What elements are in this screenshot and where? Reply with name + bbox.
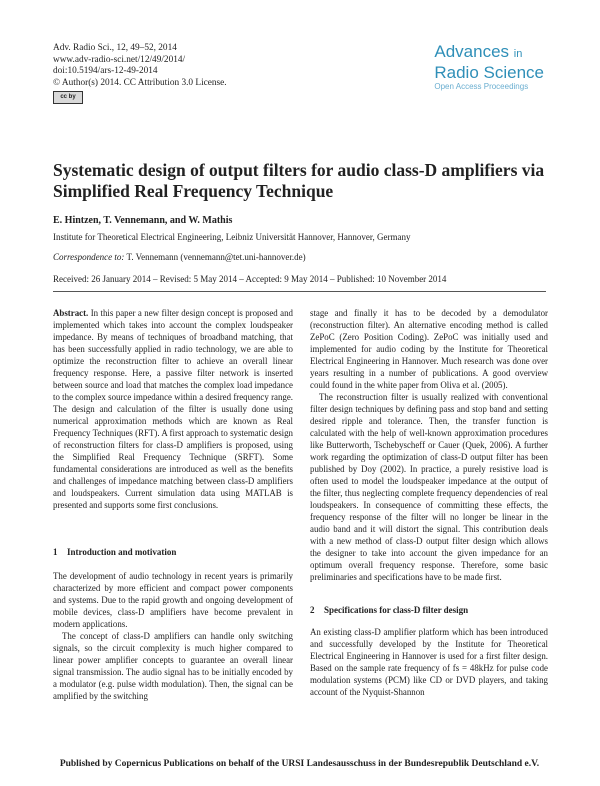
correspondence: [53, 252, 306, 262]
abstract: [53, 307, 293, 511]
section-2-title: Specifications for class-D filter design: [324, 605, 469, 615]
article-url[interactable]: www.adv-radio-sci.net/12/49/2014/: [53, 54, 186, 65]
doi[interactable]: doi:10.5194/ars-12-49-2014: [53, 66, 158, 77]
header-divider: [53, 291, 546, 292]
journal-name-1: Advances: [434, 42, 510, 61]
right-paragraph-2: The reconstruction filter is usually realized with conventional filter design techniques by defining pass and stop band and setting desired ripple and tolerance. Then, the transfer function is calculated with the help of well-known approximation procedures like Butterworth, Tschebyscheff or Cauer (Quek, 2006). A further work regarding the optimization of class-D output filter has been published by Doy (2002). In practice, a purely resistive load is often used to model the loudspeaker impedance at the output of the filter, thus neglecting complete frequency dependencies of real loudspeakers. In consequence of committing these effects, the frequency response of the filter will no longer be linear in the audio band and it will distort the signal. This contribution deals with a new method of class-D output filter design which allows the designer to take into account the given impedance for an optimum overall frequency response. Therefore, some basic preliminaries and specifications have to be made first.: [310, 392, 548, 582]
correspondence-label: Correspondence to:: [53, 252, 125, 262]
citation-block: [53, 43, 227, 104]
abstract-label: Abstract.: [53, 308, 89, 318]
section-1-heading: [53, 546, 293, 558]
section-1-title: Introduction and motivation: [67, 547, 177, 557]
left-column: [53, 307, 293, 702]
citation: Adv. Radio Sci., 12, 49–52, 2014: [53, 43, 177, 53]
section-2-heading: [310, 604, 548, 616]
section-2-number: 2: [310, 605, 315, 615]
journal-logo: [434, 43, 544, 92]
publication-dates: Received: 26 January 2014 – Revised: 5 May 2014 – Accepted: 9 May 2014 – Published: 10 November 2014: [53, 274, 447, 284]
affiliation: Institute for Theoretical Electrical Engineering, Leibniz Universität Hannover, Hannover, Germany: [53, 232, 411, 242]
correspondence-value[interactable]: T. Vennemann (vennemann@tet.uni-hannover.de): [126, 252, 306, 262]
journal-name-2: Radio Science: [434, 63, 544, 82]
intro-paragraph-1: The development of audio technology in recent years is primarily characterized by more efficient and compact power components and systems. Due to the rapid growth and ongoing development of mobile devices, class-D amplifiers have become prevalent in modern applications.: [53, 571, 293, 629]
right-column: [310, 307, 548, 698]
intro-paragraph-2: The concept of class-D amplifiers can handle only switching signals, so the circuit complexity is much higher compared to linear power amplifier concepts to guarantee an overall linear signal transmission. The audio signal has to be initially encoded by a modulator (e.g. pulse width modulation). Then, the signal can be amplified by the switching: [53, 631, 293, 701]
paper-title: Systematic design of output filters for audio class-D amplifiers via Simplified Real Frequency Technique: [53, 160, 545, 201]
section-1-number: 1: [53, 547, 58, 557]
publisher-footer: Published by Copernicus Publications on behalf of the URSI Landesausschuss in der Bundesrepublik Deutschland e.V.: [59, 759, 540, 769]
copyright: © Author(s) 2014. CC Attribution 3.0 License.: [53, 77, 227, 88]
journal-name-in: in: [513, 48, 523, 60]
cc-license-badge[interactable]: cc by: [53, 91, 83, 104]
journal-subtitle: Open Access Proceedings: [434, 82, 529, 91]
right-paragraph-1: stage and finally it has to be decoded by a demodulator (reconstruction filter). An alternative encoding method is called ZePoC (Zero Position Coding). ZePoC was initially used and implemented for audio coding by the Institute for Theoretical Electrical Engineering in Hannover. Much research was done over years resulting in a number of publications. A good overview could found in the white paper from Oliva et al. (2005).: [310, 308, 548, 390]
right-paragraph-3: An existing class-D amplifier platform which has been introduced and successfully developed by the Institute for Theoretical Electrical Engineering in Hannover is used for a first filter design. Based on the sample rate frequency of fs = 48kHz for pulse code modulation systems (PCM) like CD or DVD players, and taking account of the Nyquist-Shannon: [310, 627, 548, 697]
abstract-text: In this paper a new filter design concept is proposed and implemented which takes into account the complex loudspeaker impedance. By means of techniques of broadband matching, that has been successfully applied in radio technology, we are able to optimize the reconstruction filter to achieve an overall linear frequency response. Here, a passive filter network is inserted between source and load that matches the complex load impedance to the complex source impedance within a desired frequency range. The design and calculation of the filter is usually done using numerical approximation methods which are known as Real Frequency Techniques (RFT). A first approach to systematic design of reconstruction filters for class-D amplifiers is proposed, using the Simplified Real Frequency Technique (SRFT). Some fundamental considerations are introduced as well as the benefits and challenges of impedance matching between class-D amplifiers and loudspeakers. Current simulation data using MATLAB is presented and supports some first conclusions.: [53, 308, 293, 510]
authors: E. Hintzen, T. Vennemann, and W. Mathis: [53, 215, 233, 226]
